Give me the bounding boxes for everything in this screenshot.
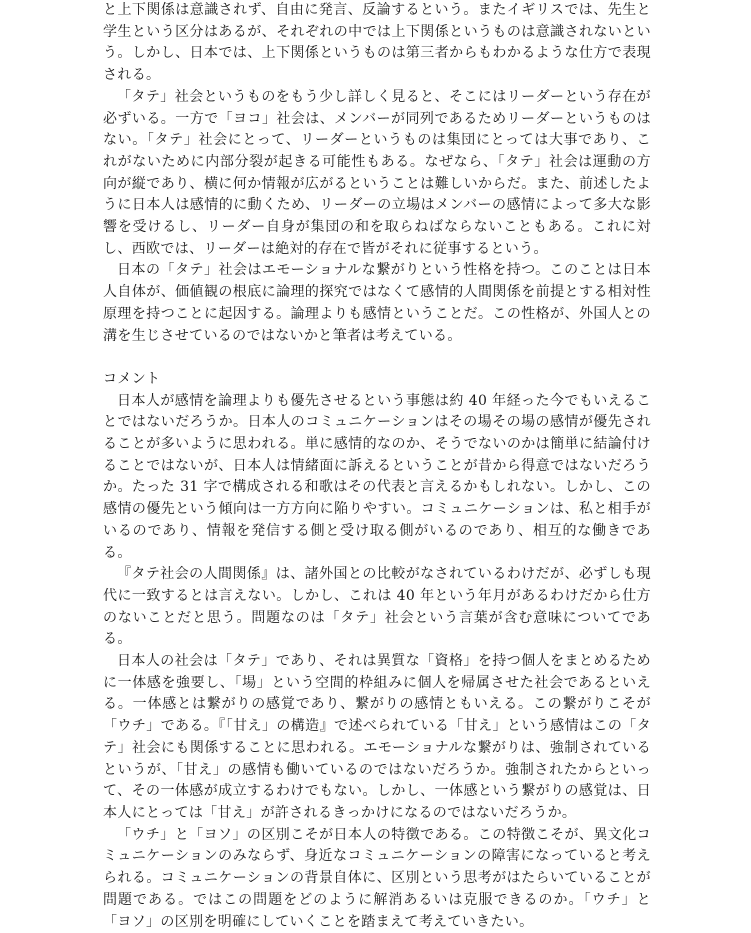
body-paragraph-1: と上下関係は意識されず、自由に発言、反論するという。またイギリスでは、先生と学生という区分はあるが、それぞれの中では上下関係というものは意識されないという。しかし、日本では、上下関係というものは第三者からもわかるような仕方で表現される。 [103,2,651,84]
comment-paragraph-4: 「ウチ」と「ヨソ」の区別こそが日本人の特徴である。この特徴こそが、異文化コミュニケーションのみならず、身近なコミュニケーションの障害になっていると考えられる。コミュニケーションの背景自体に、区別という思考がはたらいていることが問題である。ではこの問題をどのように解消あるいは克服できるのか。「ウチ」と「ヨソ」の区別を明確にしていくことを踏まえて考えていきたい。 [103,826,651,930]
comment-paragraph-1: 日本人が感情を論理よりも優先させるという事態は約 40 年経った今でもいえることではないだろうか。日本人のコミュニケーションはその場その場の感情が優先されることが多いように思われる。単に感情的なのか、そうでないのかは簡単に結論付けることではないが、日本人は情緒面に訴えるということが昔から得意ではないだろうか。たった 31 字で構成される和歌はその代表と言えるかもしれない。しかし、この感情の優先という傾向は一方方向に陥りやすい。コミュニケーションは、私と相手がいるのであり、情報を発信する側と受け取る側がいるのであり、相互的な働きである。 [103,392,651,561]
comment-heading: コメント [103,370,161,387]
comment-paragraph-2: 『タテ社会の人間関係』は、諸外国との比較がなされているわけだが、必ずしも現代に一致するとは言えない。しかし、これは 40 年という年月があるわけだから仕方のないことだと思う。問題なのは「タテ」社会という言葉が含む意味についてである。 [103,566,651,648]
body-paragraph-3: 日本の「タテ」社会はエモーショナルな繋がりという性格を持つ。このことは日本人自体が、価値観の根底に論理的探究ではなくて感情的人間関係を前提とする相対性原理を持つことに起因する。論理よりも感情ということだ。この性格が、外国人との溝を生じさせているのではないかと筆者は考えている。 [103,262,651,344]
body-paragraph-2: 「タテ」社会というものをもう少し詳しく見ると、そこにはリーダーという存在が必ずいる。一方で「ヨコ」社会は、メンバーが同列であるためリーダーというものはない。「タテ」社会にとって、リーダーというものは集団にとっては大事であり、これがないために内部分裂が起きる可能性もある。なぜなら、「タテ」社会は運動の方向が縦であり、横に何か情報が広がるということは難しいからだ。また、前述したように日本人は感情的に動くため、リーダーの立場はメンバーの感情によって多大な影響を受けるし、リーダー自身が集団の和を取らねばならないこともある。これに対し、西欧では、リーダーは絶対的存在で皆がそれに従事するという。 [103,88,651,257]
blank-line [103,347,651,369]
comment-paragraph-3: 日本人の社会は「タテ」であり、それは異質な「資格」を持つ個人をまとめるために一体感を強要し、「場」という空間的枠組みに個人を帰属させた社会であるといえる。一体感とは繋がりの感覚であり、繋がりの感情ともいえる。この繋がりこそが「ウチ」である。『「甘え」の構造』で述べられている「甘え」という感情はこの「タテ」社会にも関係することに思われる。エモーショナルな繋がりは、強制されているというが、「甘え」の感情も働いているのではないだろうか。強制されたからといって、その一体感が成立するわけでもない。しかし、一体感という繋がりの感覚は、日本人にとっては「甘え」が許されるきっかけになるのではないだろうか。 [103,653,651,821]
document-page [103,0,651,933]
